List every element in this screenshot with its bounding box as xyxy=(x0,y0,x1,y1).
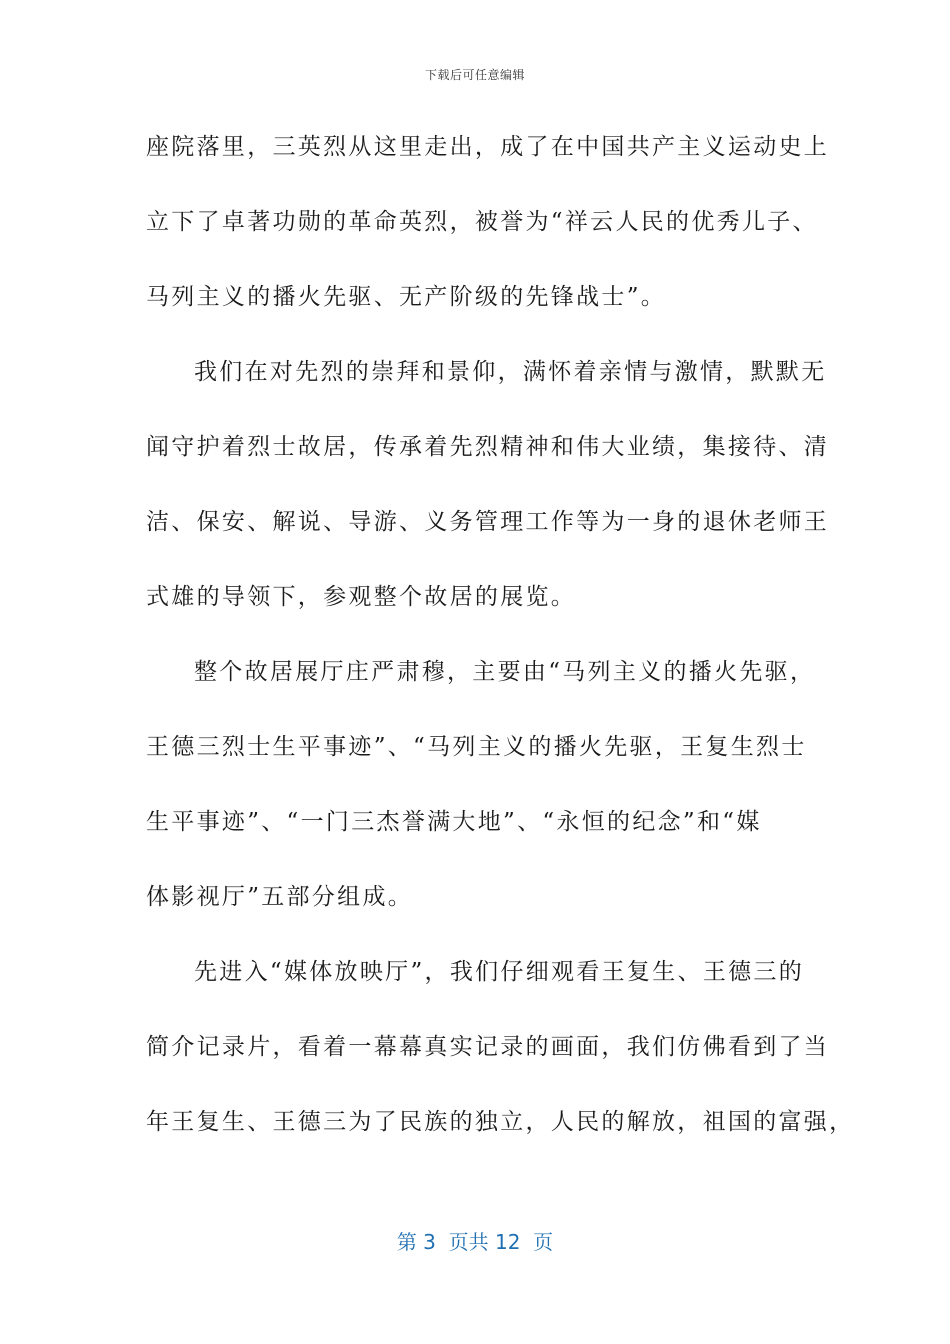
text-line: 马列主义的播火先驱、无产阶级的先锋战士”。 xyxy=(146,284,667,310)
page-number-footer: 第 3 页共 12 页 xyxy=(396,1230,554,1254)
text-line: 闻守护着烈士故居，传承着先烈精神和伟大业绩，集接待、清 xyxy=(146,434,830,460)
text-line: 洁、保安、解说、导游、义务管理工作等为一身的退休老师王 xyxy=(146,509,830,535)
text-line: 座院落里，三英烈从这里走出，成了在中国共产主义运动史上 xyxy=(146,134,830,160)
text-line: 式雄的导领下，参观整个故居的展览。 xyxy=(146,584,577,610)
download-note-header: 下载后可任意编辑 xyxy=(424,68,525,82)
paragraph-first-line: 整个故居展厅庄严肃穆，主要由“马列主义的播火先驱， xyxy=(194,659,816,685)
text-line: 王德三烈士生平事迹”、“马列主义的播火先驱，王复生烈士 xyxy=(146,734,807,760)
text-line: 立下了卓著功勋的革命英烈，被誉为“祥云人民的优秀儿子、 xyxy=(146,209,818,235)
text-line: 简介记录片，看着一幕幕真实记录的画面，我们仿佛看到了当 xyxy=(146,1034,830,1060)
text-line: 年王复生、王德三为了民族的独立，人民的解放，祖国的富强， xyxy=(146,1109,855,1135)
text-line: 生平事迹”、“一门三杰誉满大地”、“永恒的纪念”和“媒 xyxy=(146,809,762,835)
paragraph-first-line: 先进入“媒体放映厅”，我们仔细观看王复生、王德三的 xyxy=(194,959,805,985)
text-line: 体影视厅”五部分组成。 xyxy=(146,884,414,910)
paragraph-first-line: 我们在对先烈的崇拜和景仰，满怀着亲情与激情，默默无 xyxy=(194,359,827,385)
